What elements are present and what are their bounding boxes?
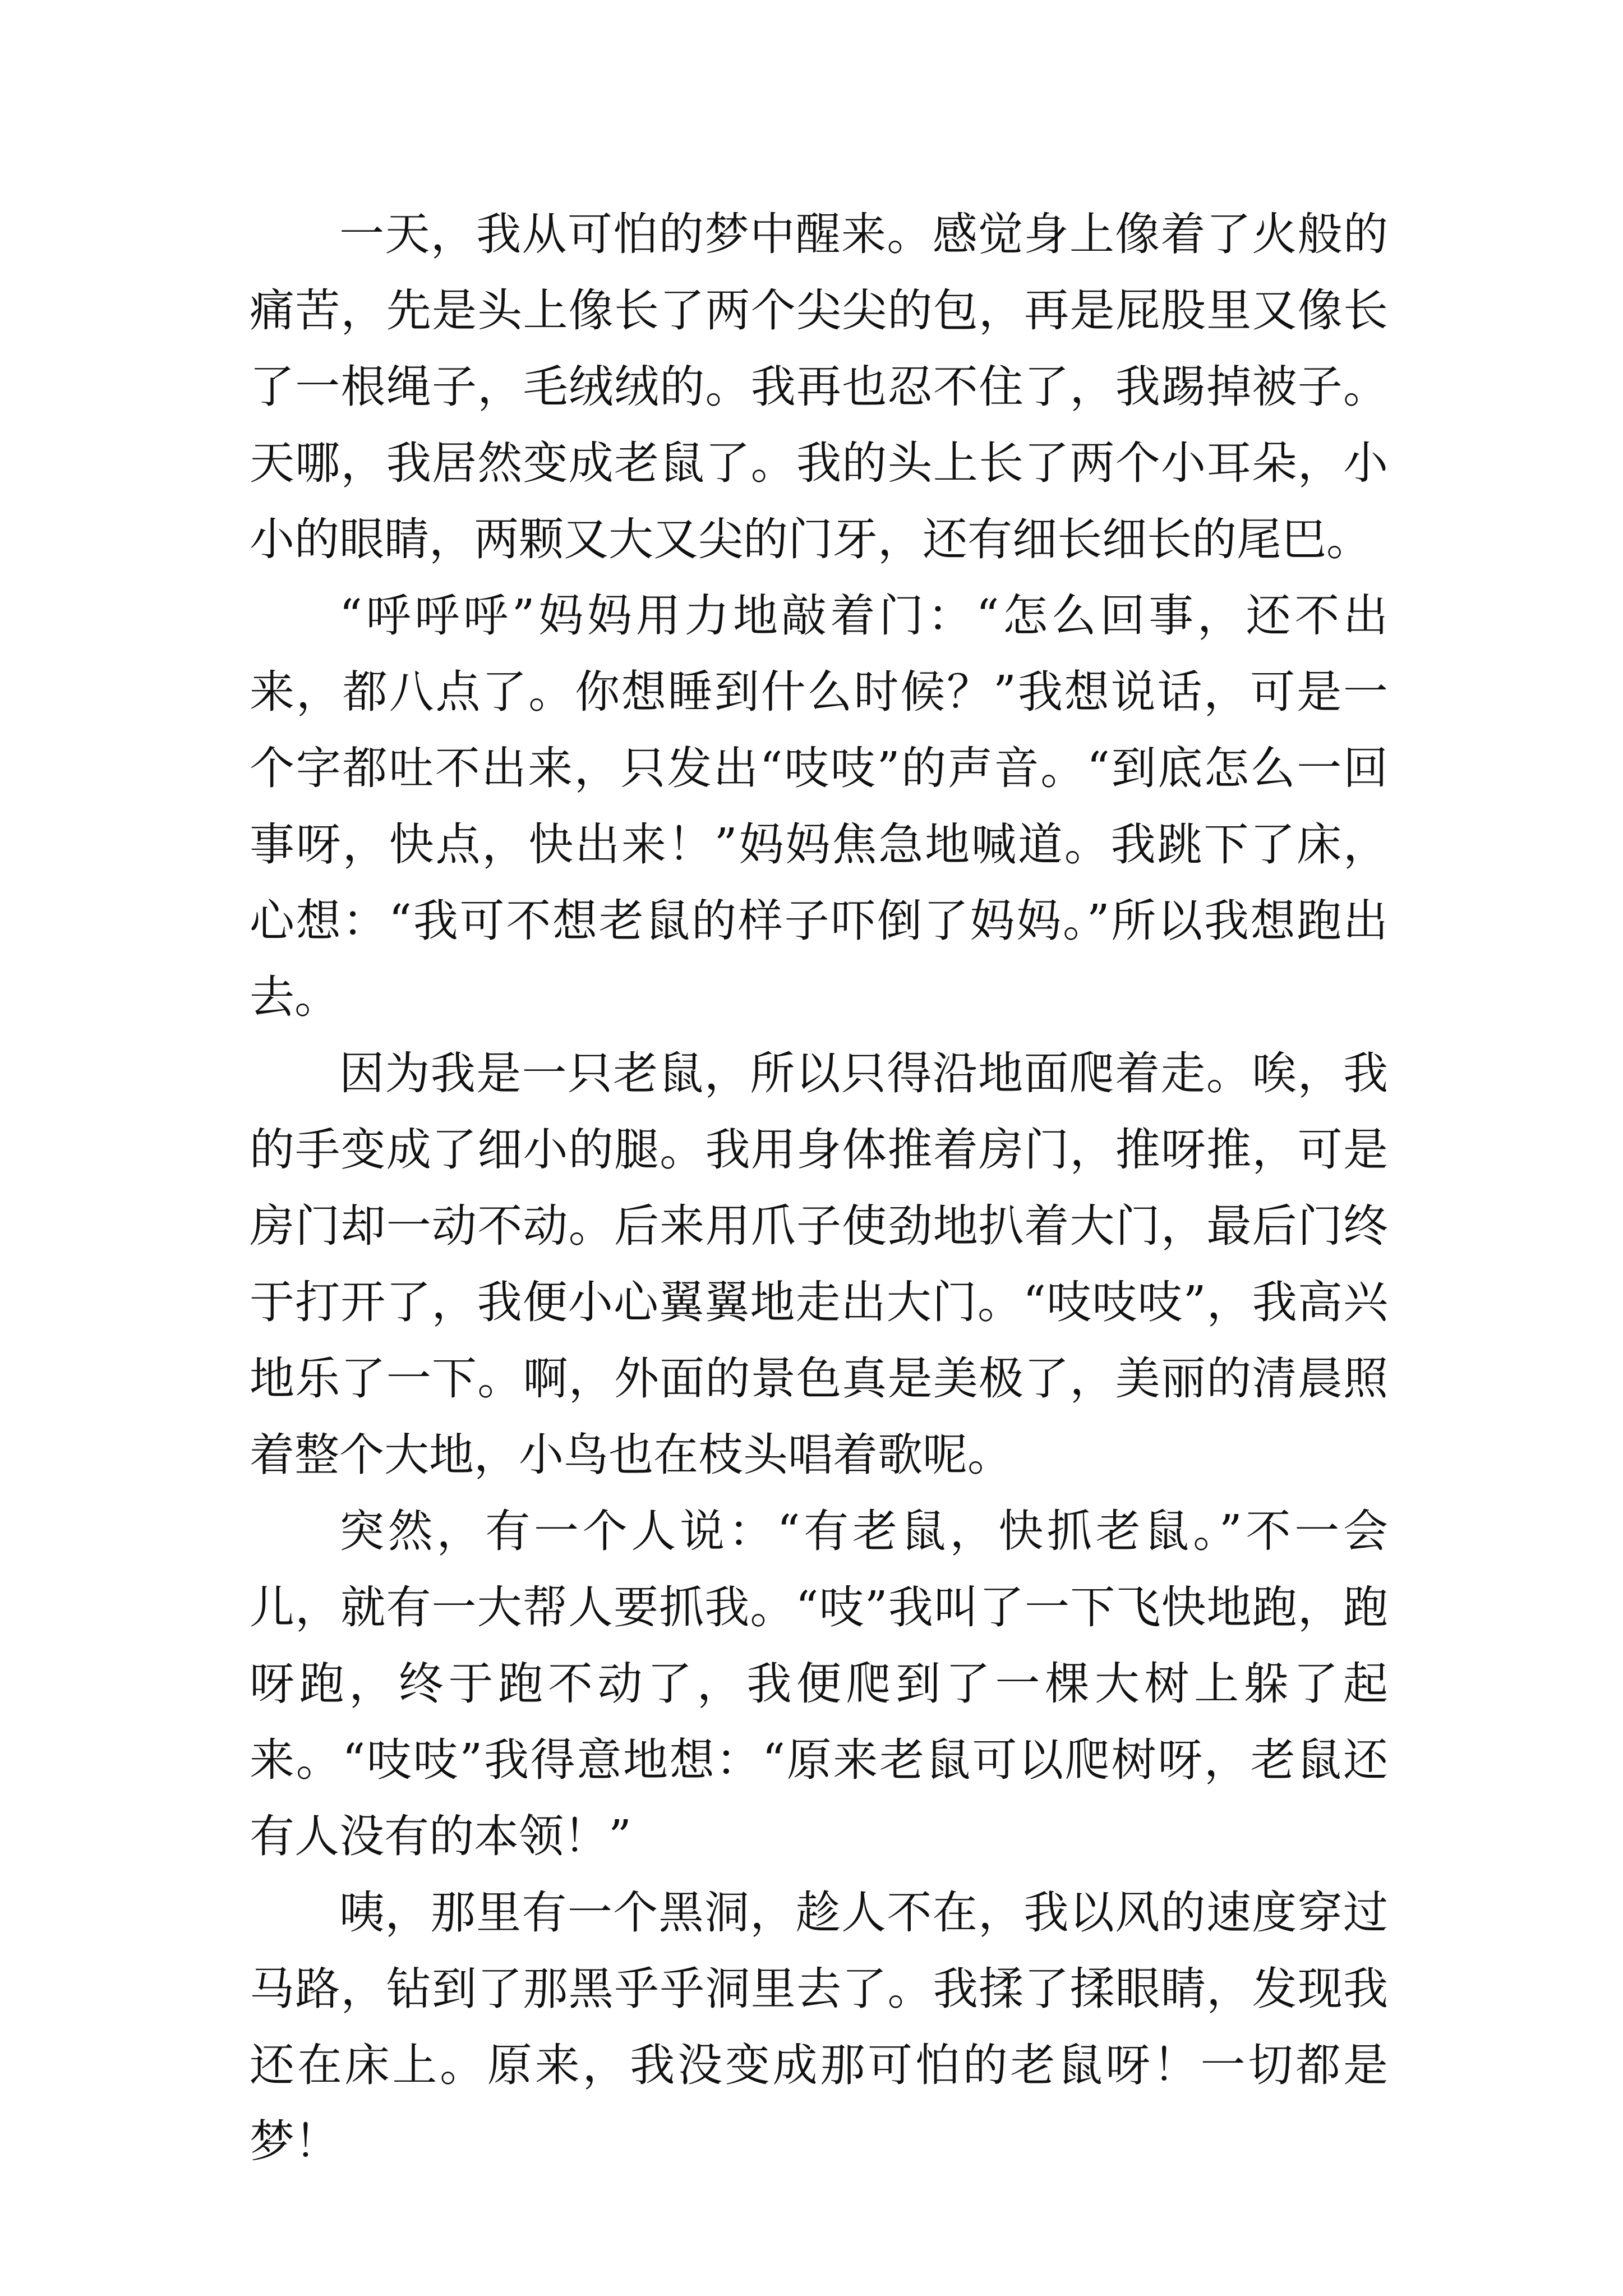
paragraph-1: 一天，我从可怕的梦中醒来。感觉身上像着了火般的痛苦，先是头上像长了两个尖尖的包，再是屁股里又像长了一根绳子，毛绒绒的。我再也忍不住了，我踢掉被子。天哪，我居然变成老鼠了。我的头上长了两个小耳朵，小小的眼睛，两颗又大又尖的门牙，还有细长细长的尾巴。: [250, 208, 1388, 565]
paragraph-3: 因为我是一只老鼠，所以只得沿地面爬着走。唉，我的手变成了细小的腿。我用身体推着房门，推呀推，可是房门却一动不动。后来用爪子使劲地扒着大门，最后门终于打开了，我便小心翼翼地走出大门。“吱吱吱”，我高兴地乐了一下。啊，外面的景色真是美极了，美丽的清晨照着整个大地，小鸟也在枝头唱着歌呢。: [250, 1047, 1388, 1481]
story-body: [250, 196, 1388, 2180]
paragraph-4: 突然，有一个人说：“有老鼠，快抓老鼠。”不一会儿，就有一大帮人要抓我。“吱”我叫了一下飞快地跑，跑呀跑，终于跑不动了，我便爬到了一棵大树上躲了起来。“吱吱”我得意地想：“原来老鼠可以爬树呀，老鼠还有人没有的本领！”: [250, 1505, 1388, 1862]
paragraph-2: “呼呼呼”妈妈用力地敲着门：“怎么回事，还不出来，都八点了。你想睡到什么时候？”我想说话，可是一个字都吐不出来，只发出“吱吱”的声音。“到底怎么一回事呀，快点，快出来！”妈妈焦急地喊道。我跳下了床，心想：“我可不想老鼠的样子吓倒了妈妈。”所以我想跑出去。: [250, 590, 1388, 1023]
paragraph-5: 咦，那里有一个黑洞，趁人不在，我以风的速度穿过马路，钻到了那黑乎乎洞里去了。我揉了揉眼睛，发现我还在床上。原来，我没变成那可怕的老鼠呀！一切都是梦！: [250, 1887, 1388, 2168]
